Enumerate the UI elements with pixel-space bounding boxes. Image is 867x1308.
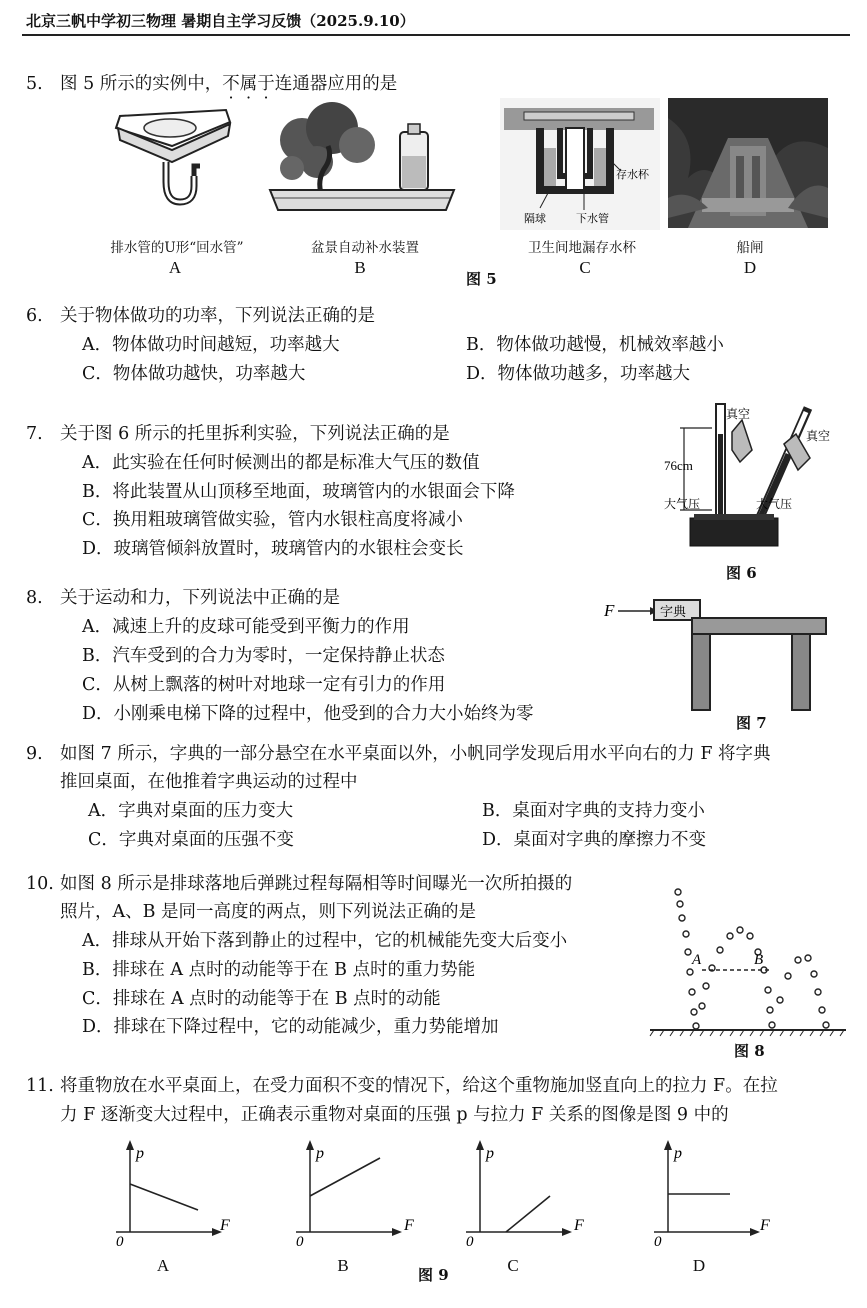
option-7b[interactable]: B．将此装置从山顶移至地面，玻璃管内的水银面会下降 xyxy=(82,482,515,502)
header-divider xyxy=(22,34,850,36)
graph-a xyxy=(110,1138,230,1248)
label-d: D xyxy=(743,258,757,277)
figure-7-label: 图 7 xyxy=(736,714,767,732)
option-6c[interactable]: C．物体做功越快，功率越大 xyxy=(82,364,306,384)
ship-lock-photo xyxy=(668,98,828,228)
label-point-b: B xyxy=(754,952,764,968)
graph-d-letter: D xyxy=(692,1256,706,1275)
label-atm-1: 大气压 xyxy=(664,497,701,511)
origin-label: 0 xyxy=(296,1234,304,1248)
option-10d[interactable]: D．排球在下降过程中，它的动能减少，重力势能增加 xyxy=(82,1017,499,1037)
figure-8-label: 图 8 xyxy=(734,1042,765,1060)
label-b: B xyxy=(354,258,366,277)
figure-9-label: 图 9 xyxy=(418,1266,449,1284)
floor-drain-illustration xyxy=(500,98,660,230)
graph-c xyxy=(460,1138,590,1248)
label-vacuum-2: 真空 xyxy=(806,429,831,443)
option-9c[interactable]: C．字典对桌面的压强不变 xyxy=(88,830,294,850)
option-9b[interactable]: B．桌面对字典的支持力变小 xyxy=(482,801,705,821)
question-text: 图 5 所示的实例中， xyxy=(60,74,223,94)
option-7d[interactable]: D．玻璃管倾斜放置时，玻璃管内的水银柱会变长 xyxy=(82,539,464,559)
option-7a[interactable]: A．此实验在任何时候测出的都是标准大气压的数值 xyxy=(82,453,480,473)
x-axis-label: F xyxy=(404,1217,414,1234)
y-axis-label: p xyxy=(136,1145,144,1162)
question-text: 关于图 6 所示的托里拆利实验，下列说法正确的是 xyxy=(60,424,450,444)
question-11-line-2: 力 F 逐渐变大过程中，正确表示重物对桌面的压强 p 与拉力 F 关系的图像是图 9 中的 xyxy=(60,1105,729,1125)
option-8b[interactable]: B．汽车受到的合力为零时，一定保持静止状态 xyxy=(82,646,445,666)
question-6 xyxy=(26,308,375,326)
question-text: 关于物体做功的功率，下列说法正确的是 xyxy=(60,306,375,326)
label-atm-2: 大气压 xyxy=(756,497,793,511)
question-number: 5. xyxy=(26,74,43,94)
option-9d[interactable]: D．桌面对字典的摩擦力不变 xyxy=(482,830,707,850)
option-8a[interactable]: A．减速上升的皮球可能受到平衡力的作用 xyxy=(82,617,410,637)
figure-6-label: 图 6 xyxy=(726,564,757,582)
origin-label: 0 xyxy=(654,1234,662,1248)
graph-d xyxy=(648,1138,778,1248)
label-76cm: 76cm xyxy=(664,458,693,473)
question-number: 7. xyxy=(26,424,43,444)
label-point-a: A xyxy=(692,952,702,968)
option-6d[interactable]: D．物体做功越多，功率越大 xyxy=(466,364,691,384)
question-number: 6. xyxy=(26,306,43,326)
label-pipe: 下水管 xyxy=(576,213,609,225)
caption-b: 盆景自动补水装置 xyxy=(311,240,419,256)
option-10a[interactable]: A．排球从开始下落到静止的过程中，它的机械能先变大后变小 xyxy=(82,931,568,951)
question-10-line-2: 照片，A、B 是同一高度的两点，则下列说法正确的是 xyxy=(60,902,477,922)
caption-a: 排水管的U形“回水管” xyxy=(110,240,244,256)
question-text: 关于运动和力，下列说法中正确的是 xyxy=(60,588,340,608)
label-vacuum-1: 真空 xyxy=(726,407,751,421)
caption-c: 卫生间地漏存水杯 xyxy=(528,240,636,256)
x-axis-label: F xyxy=(760,1217,770,1234)
emphasis-char: 属 xyxy=(239,74,258,94)
option-9a[interactable]: A．字典对桌面的压力变大 xyxy=(88,801,294,821)
emphasis-char: 于 xyxy=(257,74,275,94)
label-cup: 存水杯 xyxy=(616,169,649,181)
question-7 xyxy=(26,426,450,444)
option-8c[interactable]: C．从树上飘落的树叶对地球一定有引力的作用 xyxy=(82,675,446,695)
x-axis-label: F xyxy=(574,1217,584,1234)
question-11-line-1 xyxy=(26,1078,778,1096)
question-9-line-2: 推回桌面，在他推着字典运动的过程中 xyxy=(60,772,358,792)
x-axis-label: F xyxy=(220,1217,230,1234)
label-ball: 隔球 xyxy=(524,213,546,225)
origin-label: 0 xyxy=(116,1234,124,1248)
option-6a[interactable]: A．物体做功时间越短，功率越大 xyxy=(82,335,340,355)
label-force: F xyxy=(604,601,615,620)
y-axis-label: p xyxy=(486,1145,494,1162)
bonsai-refill-illustration xyxy=(262,100,462,218)
y-axis-label: p xyxy=(674,1145,682,1162)
page-header: 北京三帆中学初三物理 暑期自主学习反馈（2025.9.10） xyxy=(26,12,415,30)
graph-a-letter: A xyxy=(156,1256,170,1275)
caption-d: 船闸 xyxy=(736,240,764,256)
emphasis-char: 不 xyxy=(222,74,240,94)
question-number: 8. xyxy=(26,588,43,608)
label-c: C xyxy=(579,258,591,277)
option-7c[interactable]: C．换用粗玻璃管做实验，管内水银柱高度将减小 xyxy=(82,510,463,530)
option-6b[interactable]: B．物体做功越慢，机械效率越小 xyxy=(466,335,724,355)
origin-label: 0 xyxy=(466,1234,474,1248)
y-axis-label: p xyxy=(316,1145,324,1162)
graph-c-letter: C xyxy=(507,1256,519,1275)
question-5 xyxy=(26,76,397,94)
question-text: 将重物放在水平桌面上，在受力面积不变的情况下，给这个重物施加竖直向上的拉力 F。在拉 xyxy=(60,1076,778,1096)
question-text: 连通器应用的是 xyxy=(274,74,398,94)
graph-b-letter: B xyxy=(337,1256,349,1275)
question-10-line-1 xyxy=(26,876,572,894)
graph-b xyxy=(290,1138,420,1248)
option-10c[interactable]: C．排球在 A 点时的动能等于在 B 点时的动能 xyxy=(82,989,441,1009)
option-10b[interactable]: B．排球在 A 点时的动能等于在 B 点时的重力势能 xyxy=(82,960,476,980)
label-dictionary: 字典 xyxy=(660,604,687,619)
option-8d[interactable]: D．小刚乘电梯下降的过程中，他受到的合力大小始终为零 xyxy=(82,704,534,724)
question-number: 10. xyxy=(26,874,54,894)
sink-u-pipe-illustration xyxy=(108,106,238,218)
dictionary-table-diagram xyxy=(596,592,836,716)
bouncing-ball-diagram xyxy=(648,880,848,1040)
label-a: A xyxy=(168,258,182,277)
figure-5-label: 图 5 xyxy=(466,270,497,288)
question-8 xyxy=(26,590,340,608)
question-text: 如图 7 所示，字典的一部分悬空在水平桌面以外，小帆同学发现后用水平向右的力 F 将字典 xyxy=(60,744,771,764)
question-number: 9. xyxy=(26,744,43,764)
question-number: 11. xyxy=(26,1076,54,1096)
torricelli-experiment-diagram xyxy=(660,400,850,560)
question-text: 如图 8 所示是排球落地后弹跳过程每隔相等时间曝光一次所拍摄的 xyxy=(60,874,573,894)
question-9-line-1 xyxy=(26,746,771,764)
